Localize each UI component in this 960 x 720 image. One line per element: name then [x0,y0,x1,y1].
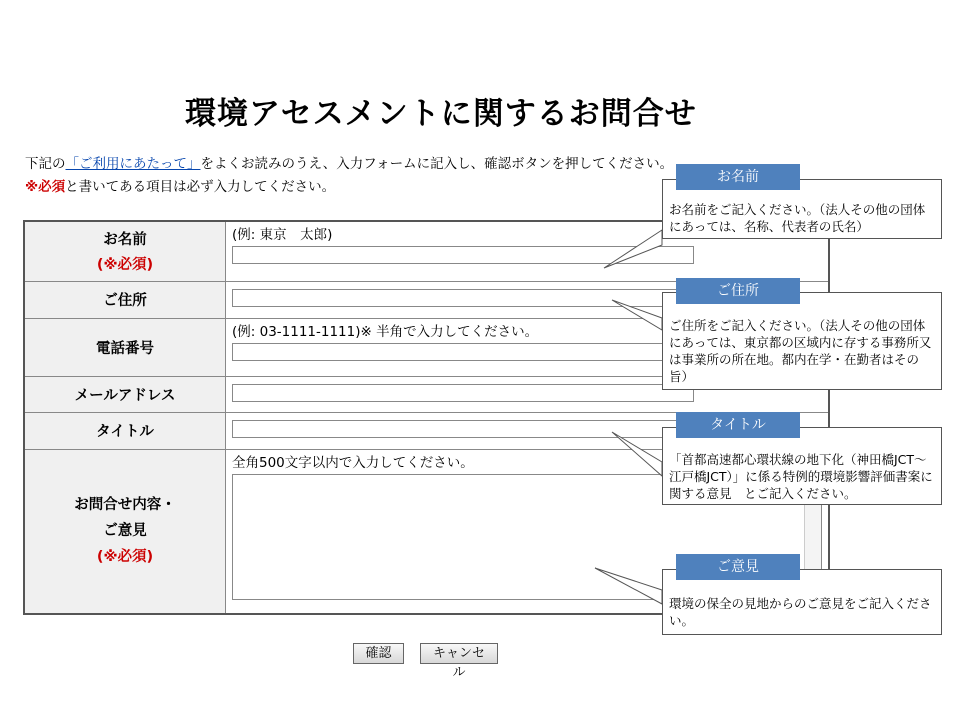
page-title: 環境アセスメントに関するお問合せ [185,96,697,132]
cancel-button[interactable]: キャンセル [420,643,498,664]
usage-guide-link[interactable]: 「ご利用にあたって」 [65,156,201,172]
confirm-button[interactable]: 確認 [353,643,404,664]
required-mark: ※必須 [25,179,66,195]
address-callout-tag: ご住所 [676,278,800,304]
opinion-callout-pointer [595,568,662,604]
phone-hint: (例: 03-1111-1111)※ 半角で入力してください。 [232,323,539,340]
required-note-text: と書いてある項目は必ず入力してください。 [65,179,336,195]
subject-callout [662,427,942,505]
address-callout [662,292,942,390]
opinion-callout-text: 環境の保全の見地からのご意見をご記入ください。 [669,596,932,628]
subject-callout-tag: タイトル [676,412,800,438]
message-hint: 全角500文字以内で入力してください。 [232,454,474,471]
phone-label: 電話番号 [96,340,154,357]
message-label: お問合せ内容・ [74,497,176,514]
name-callout-tag: お名前 [676,164,800,190]
subject-callout-text: 「首都高速都心環状線の地下化（神田橋JCT～江戸橋JCT）」に係る特例的環境影響評価書案に関する意見 とご記入ください。 [669,452,933,501]
opinion-label: ご意見 [103,523,147,540]
name-label: お名前 [103,232,147,249]
message-required: (※必須) [96,549,154,566]
intro-after: をよくお読みのうえ、入力フォームに記入し、確認ボタンを押してください。 [200,156,674,172]
name-hint: (例: 東京 太郎) [232,227,333,243]
name-callout-pointer [604,230,662,268]
address-label: ご住所 [103,293,147,309]
address-callout-text: ご住所をご記入ください。（法人その他の団体にあっては、東京都の区域内に存する事務所又は事業所の所在地。都内在学・在勤者はその旨） [669,318,932,384]
name-callout-text: お名前をご記入ください。（法人その他の団体にあっては、名称、代表者の氏名） [669,202,926,234]
email-label: メールアドレス [74,387,176,404]
subject-callout-pointer [612,432,662,476]
intro-before: 下記の [25,156,66,172]
address-callout-pointer [612,300,662,330]
opinion-callout-tag: ご意見 [676,554,800,580]
name-required: (※必須) [96,257,154,274]
subject-label: タイトル [96,424,154,440]
